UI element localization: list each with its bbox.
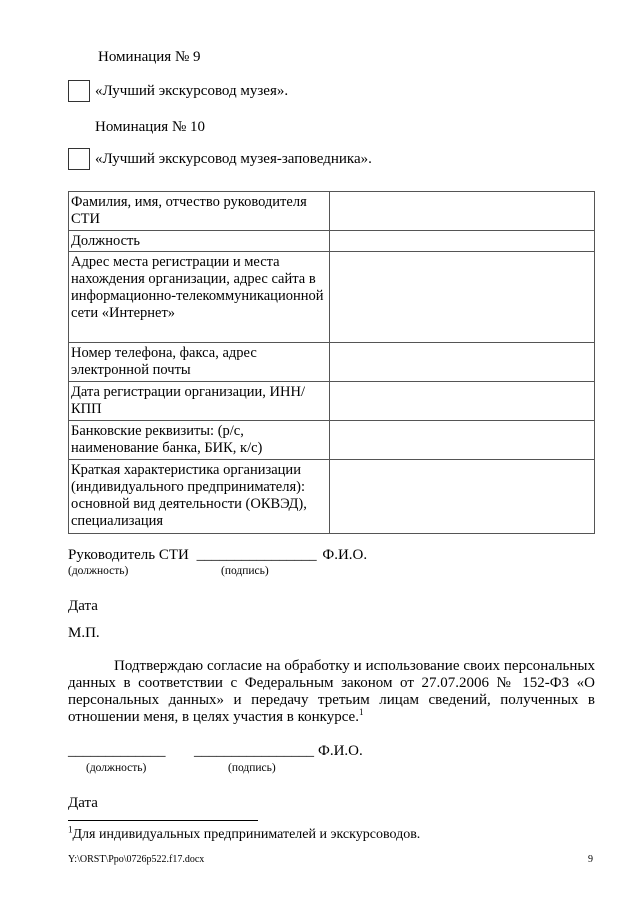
row-value-director-name[interactable]: [330, 192, 595, 231]
nomination-9-label: «Лучший экскурсовод музея».: [95, 83, 289, 99]
signature2-signature-blank[interactable]: ________________: [194, 743, 314, 759]
signature-fio: Ф.И.О.: [322, 547, 368, 563]
document-path: Y:\ORST\Ppo\0726p522.f17.docx: [68, 854, 205, 865]
stamp-label: М.П.: [68, 625, 100, 641]
footnote-text: Для индивидуальных предпринимателей и экскурсоводов.: [72, 827, 421, 842]
row-label-address: Адрес места регистрации и места нахождения организации, адрес сайта в информационно-телекоммуникационной сети «Интернет»: [69, 252, 330, 343]
caption-signature: (подпись): [221, 565, 269, 577]
date-label: Дата: [68, 598, 98, 614]
row-label-registration: Дата регистрации организации, ИНН/КПП: [69, 382, 330, 421]
table-row: [69, 252, 595, 343]
table-row: [69, 460, 595, 534]
signature-lead: Руководитель СТИ: [68, 547, 189, 563]
nomination-10-label: «Лучший экскурсовод музея-заповедника».: [95, 151, 372, 167]
table-row: [69, 192, 595, 231]
row-label-director-name: Фамилия, имя, отчество руководителя СТИ: [69, 192, 330, 231]
row-label-characteristics: Краткая характеристика организации (индивидуального предпринимателя): основной вид деятельности (ОКВЭД), специализация: [69, 460, 330, 534]
row-label-position: Должность: [69, 231, 330, 252]
signature-blank[interactable]: ________________: [196, 547, 317, 563]
date-label-2: Дата: [68, 795, 98, 811]
footnote-mark: 1: [68, 824, 73, 835]
row-label-contacts: Номер телефона, факса, адрес электронной почты: [69, 343, 330, 382]
table-row: [69, 231, 595, 252]
consent-footnote-mark: 1: [358, 707, 364, 717]
signature2-caption-signature: (подпись): [228, 762, 276, 774]
signature2-position-blank[interactable]: _____________: [68, 743, 166, 759]
signature2-fio: Ф.И.О.: [318, 743, 363, 759]
signature2-caption-position: (должность): [86, 762, 147, 774]
row-value-position[interactable]: [330, 231, 595, 252]
row-value-address[interactable]: [330, 252, 595, 343]
row-value-contacts[interactable]: [330, 343, 595, 382]
row-value-registration[interactable]: [330, 382, 595, 421]
row-value-characteristics[interactable]: [330, 460, 595, 534]
nomination-9-heading: Номинация № 9: [98, 49, 201, 65]
consent-text: Подтверждаю согласие на обработку и использование своих персональных данных в соответствии с Федеральным законом от 27.07.2006 № 152-ФЗ «О персональных данных» и передачу третьим лицам сведений, полученных в отношении меня, в целях участия в конкурсе.: [68, 658, 595, 725]
footnote-divider: [68, 820, 258, 821]
row-label-bank: Банковские реквизиты: (р/с, наименование банка, БИК, к/с): [69, 421, 330, 460]
nomination-9-option: [68, 80, 288, 102]
table-row: [69, 421, 595, 460]
nomination-9-checkbox[interactable]: [68, 80, 90, 102]
organization-info-table: [68, 191, 595, 534]
footnote: [68, 826, 420, 843]
page-number: 9: [588, 854, 593, 865]
nomination-10-option: [68, 148, 372, 170]
consent-paragraph: [68, 658, 595, 726]
table-row: [69, 382, 595, 421]
director-signature-line: [68, 546, 367, 564]
row-value-bank[interactable]: [330, 421, 595, 460]
caption-position: (должность): [68, 565, 129, 577]
table-row: [69, 343, 595, 382]
nomination-10-heading: Номинация № 10: [95, 119, 206, 135]
nomination-10-checkbox[interactable]: [68, 148, 90, 170]
